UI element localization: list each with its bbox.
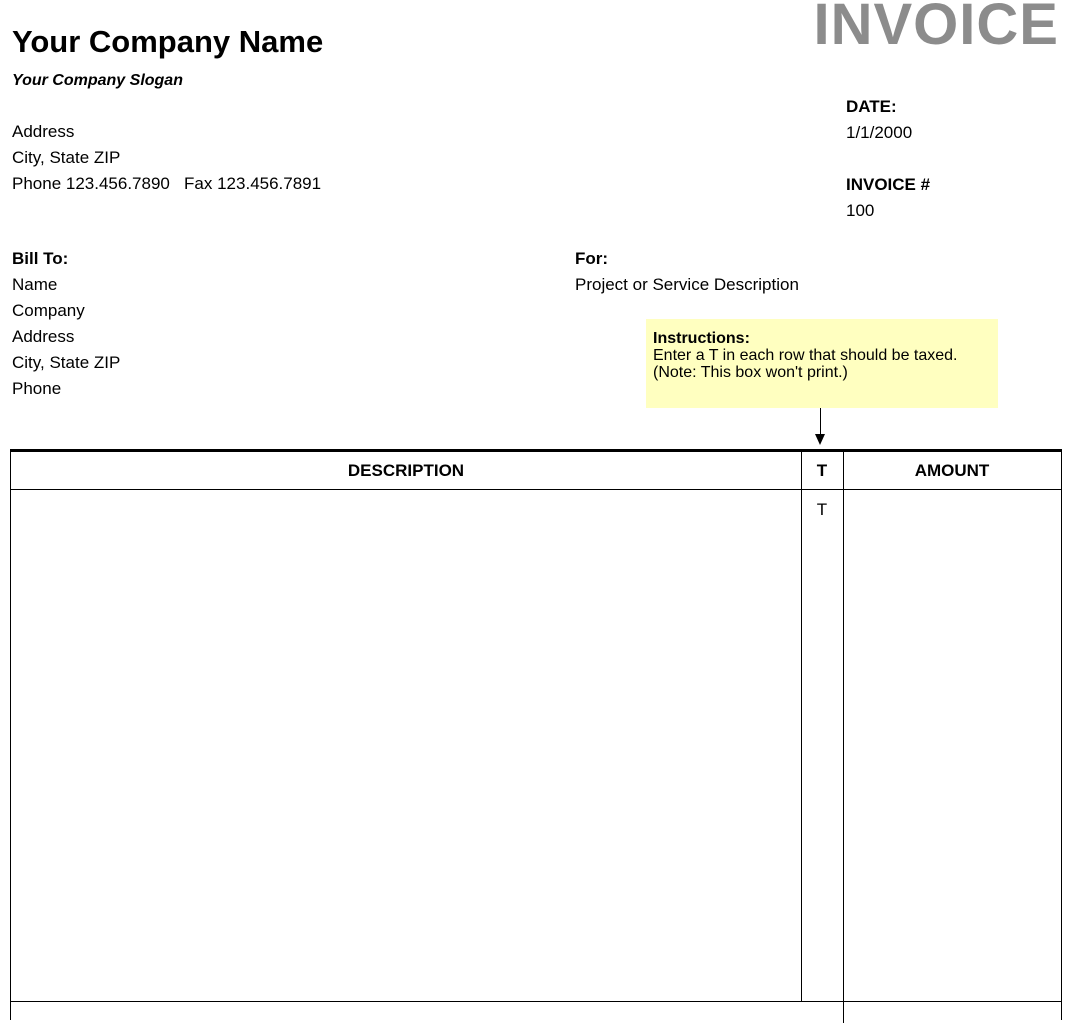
amount-column-header: AMOUNT bbox=[843, 452, 1061, 490]
company-city-line: City, State ZIP bbox=[12, 148, 121, 167]
instructions-title: Instructions: bbox=[653, 330, 750, 347]
company-address-block bbox=[12, 119, 321, 197]
arrow-down-icon bbox=[815, 434, 825, 445]
column-divider bbox=[801, 452, 802, 1002]
date-label: DATE: bbox=[846, 97, 897, 116]
invoice-number-label: INVOICE # bbox=[846, 175, 931, 194]
bill-to-city[interactable]: City, State ZIP bbox=[12, 353, 121, 372]
bill-to-name[interactable]: Name bbox=[12, 275, 58, 294]
company-address-line: Address bbox=[12, 122, 75, 141]
company-slogan: Your Company Slogan bbox=[12, 72, 183, 89]
bill-to-phone[interactable]: Phone bbox=[12, 379, 62, 398]
table-bottom-rule bbox=[11, 1001, 1061, 1002]
date-block bbox=[846, 94, 912, 146]
for-label: For: bbox=[575, 249, 609, 268]
bill-to-label: Bill To: bbox=[12, 249, 69, 268]
invoice-title: INVOICE bbox=[813, 0, 1059, 57]
company-phone-fax-line: Phone 123.456.7890 Fax 123.456.7891 bbox=[12, 174, 322, 193]
line-items-table bbox=[10, 449, 1062, 1020]
bill-to-company[interactable]: Company bbox=[12, 301, 85, 320]
taxed-cell[interactable]: T bbox=[816, 500, 828, 519]
description-column-header: DESCRIPTION bbox=[11, 452, 801, 490]
taxed-column-header: T bbox=[801, 452, 843, 490]
project-description[interactable]: Project or Service Description bbox=[575, 275, 799, 294]
invoice-number-block bbox=[846, 172, 930, 224]
bill-to-block bbox=[12, 246, 120, 402]
for-block bbox=[575, 246, 799, 298]
date-value[interactable]: 1/1/2000 bbox=[846, 123, 913, 142]
company-name: Your Company Name bbox=[12, 24, 324, 59]
instructions-note bbox=[646, 319, 998, 408]
column-divider bbox=[843, 452, 844, 1023]
instructions-arrow-line bbox=[820, 408, 821, 434]
invoice-number-value[interactable]: 100 bbox=[846, 201, 875, 220]
instructions-text: Enter a T in each row that should be taxed. (Note: This box won't print.) bbox=[653, 347, 958, 381]
bill-to-address[interactable]: Address bbox=[12, 327, 75, 346]
